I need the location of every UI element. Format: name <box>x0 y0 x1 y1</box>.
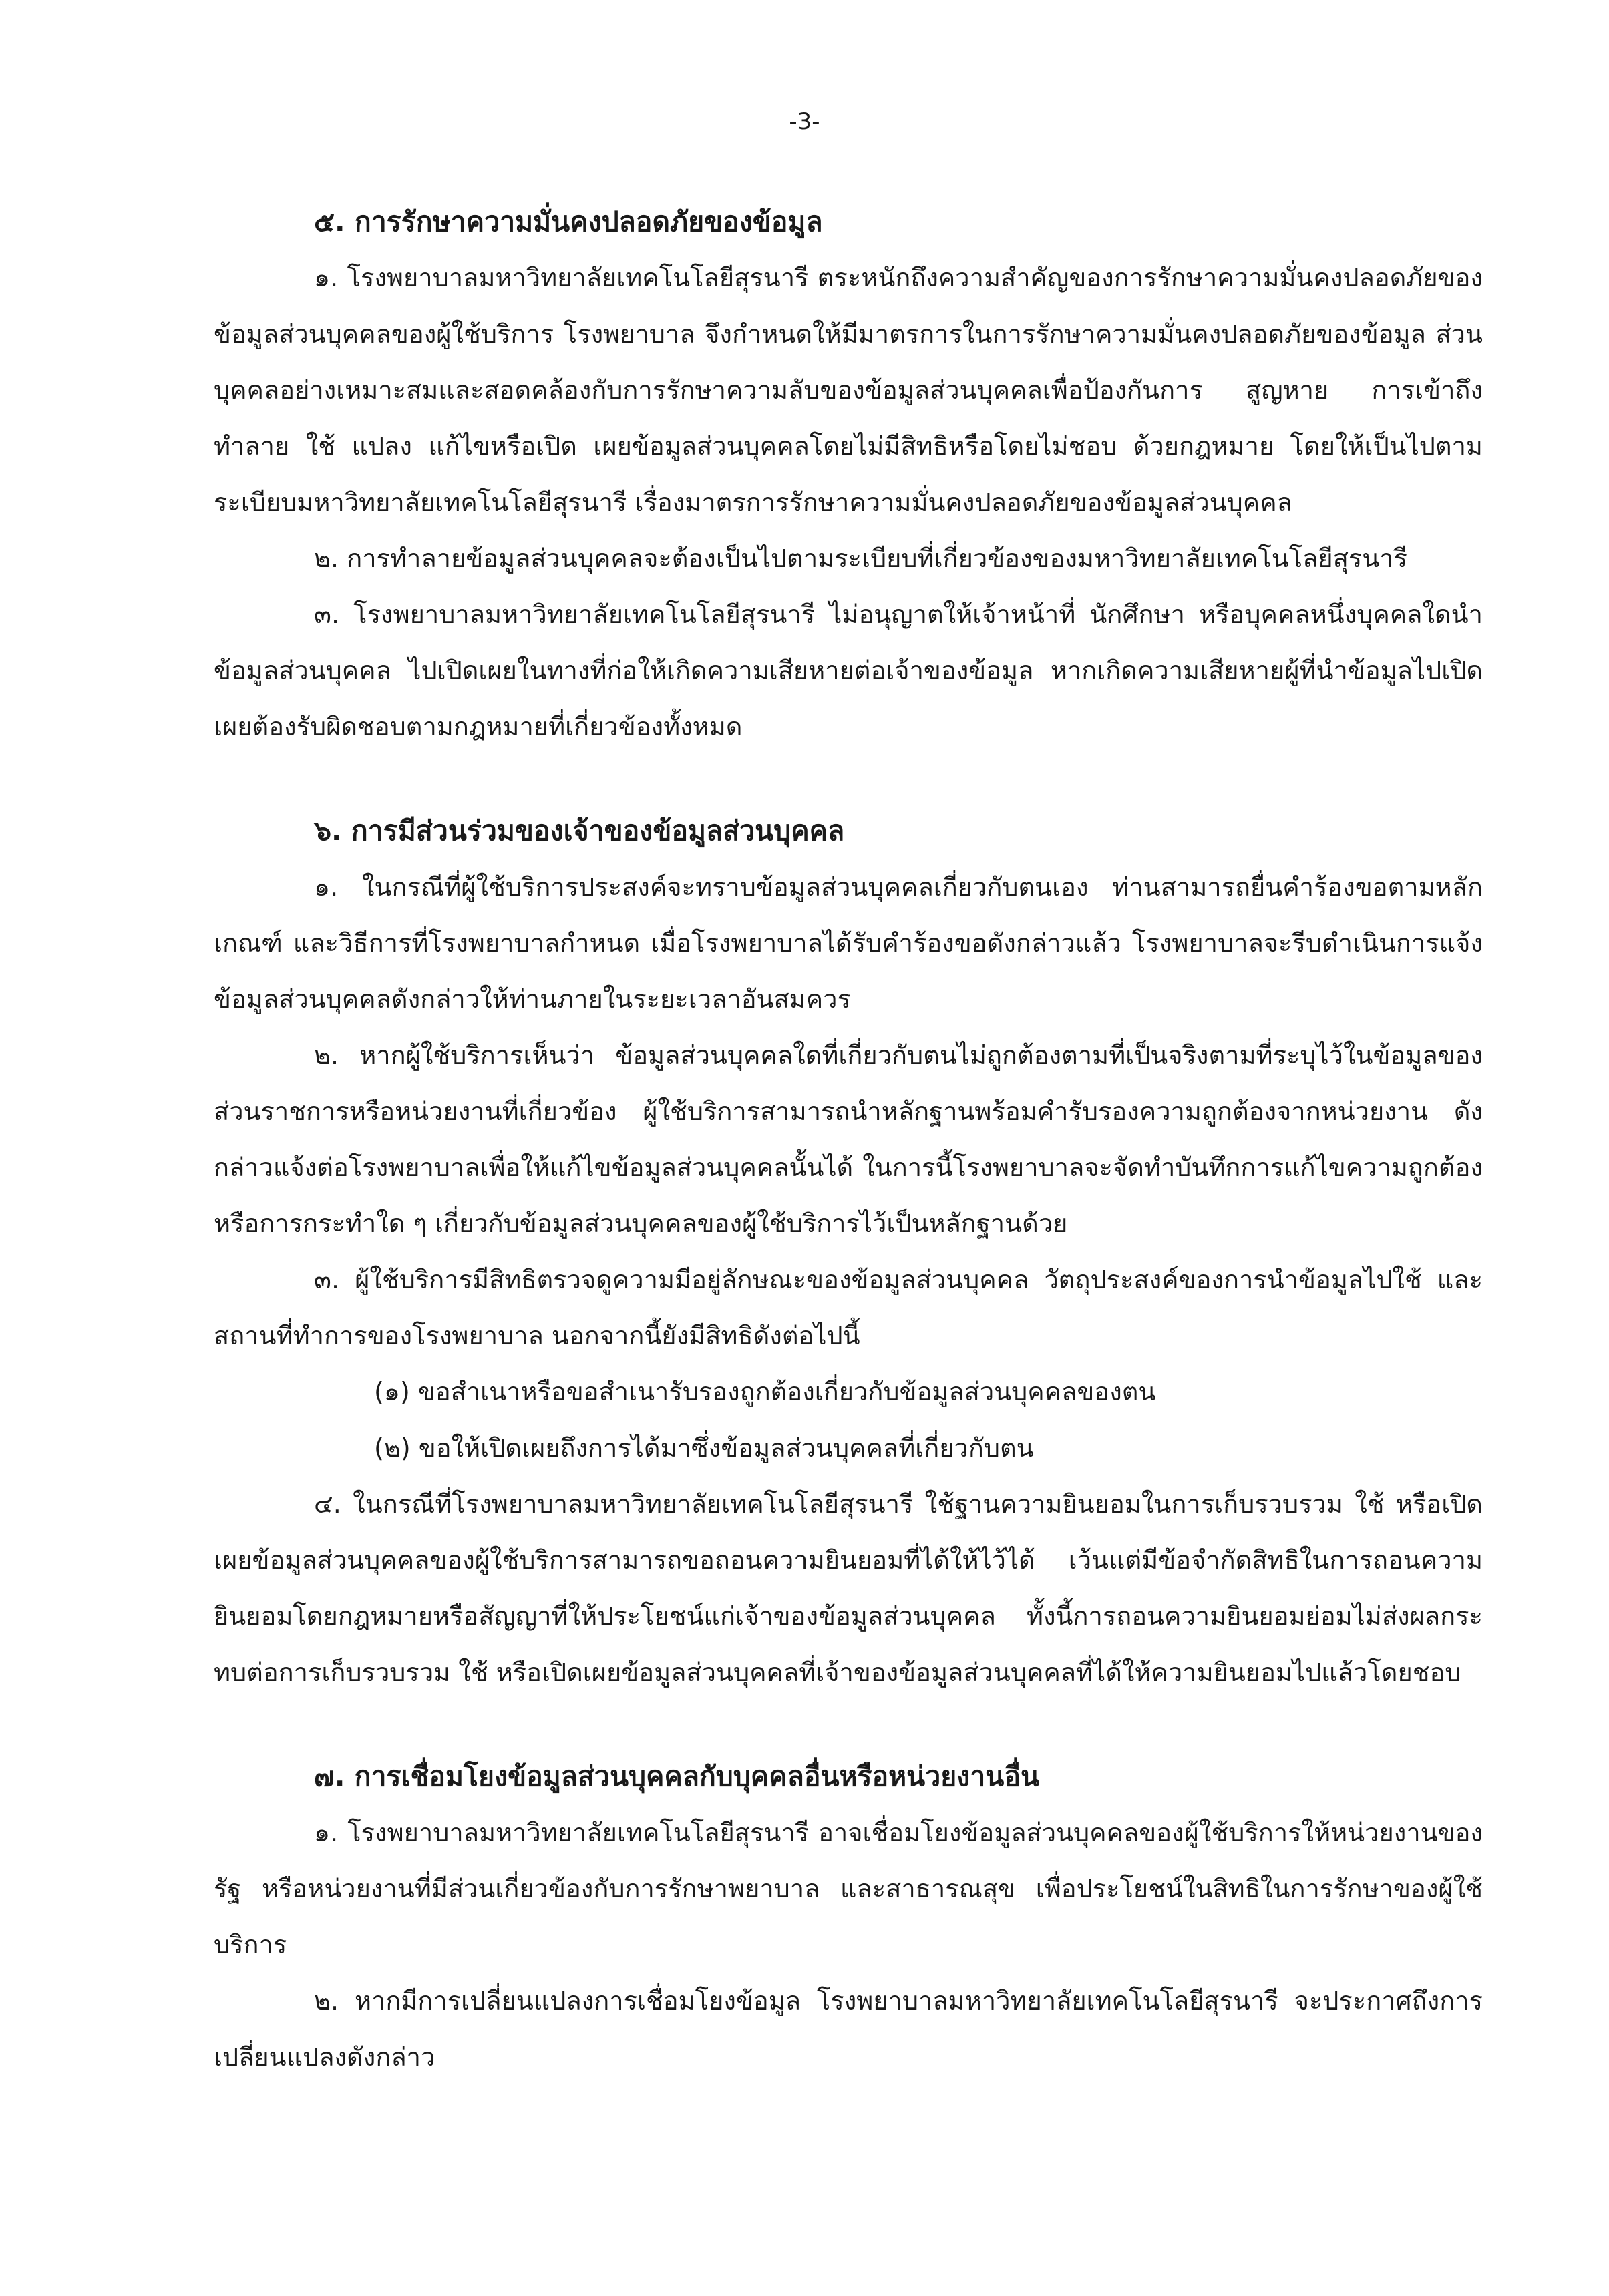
section-data-security <box>214 194 1483 755</box>
section-heading: ๖. การมีส่วนร่วมของเจ้าของข้อมูลส่วนบุคคล <box>314 815 845 847</box>
list-item: (๑) ขอสำเนาหรือขอสำเนารับรองถูกต้องเกี่ยวกับข้อมูลส่วนบุคคลของตน <box>374 1377 1156 1406</box>
section-data-linkage <box>214 1748 1483 2085</box>
section-paragraph: ๒. การทำลายข้อมูลส่วนบุคคลจะต้องเป็นไปตามระเบียบที่เกี่ยวข้องของมหาวิทยาลัยเทคโนโลยีสุรนารี <box>314 544 1408 573</box>
page-number: -3- <box>789 108 820 135</box>
section-paragraph: ๒. หากมีการเปลี่ยนแปลงการเชื่อมโยงข้อมูล โรงพยาบาลมหาวิทยาลัยเทคโนโลยีสุรนารี จะประกาศถึงการเปลี่ยนแปลงดังกล่าว <box>214 1986 1483 2072</box>
document-body <box>214 194 1483 2085</box>
section-paragraph: ๑. โรงพยาบาลมหาวิทยาลัยเทคโนโลยีสุรนารี อาจเชื่อมโยงข้อมูลส่วนบุคคลของผู้ใช้บริการให้หน่วยงานของรัฐ หรือหน่วยงานที่มีส่วนเกี่ยวข้องกับการรักษาพยาบาล และสาธารณสุข เพื่อประโยชน์ในสิทธิในการรักษาของผู้ใช้บริการ <box>214 1818 1483 1959</box>
section-heading: ๗. การเชื่อมโยงข้อมูลส่วนบุคคลกับบุคคลอื่นหรือหน่วยงานอื่น <box>314 1760 1039 1792</box>
section-heading: ๕. การรักษาความมั่นคงปลอดภัยของข้อมูล <box>314 206 823 238</box>
section-paragraph: ๑. ในกรณีที่ผู้ใช้บริการประสงค์จะทราบข้อมูลส่วนบุคคลเกี่ยวกับตนเอง ท่านสามารถยื่นคำร้องขอตามหลักเกณฑ์ และวิธีการที่โรงพยาบาลกำหนด เมื่อโรงพยาบาลได้รับคำร้องขอดังกล่าวแล้ว โรงพยาบาลจะรีบดำเนินการแจ้งข้อมูลส่วนบุคคลดังกล่าวให้ท่านภายในระยะเวลาอันสมควร <box>214 872 1483 1014</box>
section-paragraph: ๑. โรงพยาบาลมหาวิทยาลัยเทคโนโลยีสุรนารี ตระหนักถึงความสำคัญของการรักษาความมั่นคงปลอดภัยของข้อมูลส่วนบุคคลของผู้ใช้บริการ โรงพยาบาล จึงกำหนดให้มีมาตรการในการรักษาความมั่นคงปลอดภัยของข้อมูล ส่วนบุคคลอย่างเหมาะสมและสอดคล้องกับการรักษาความลับของข้อมูลส่วนบุคคลเพื่อป้องกันการ สูญหาย การเข้าถึง ทำลาย ใช้ แปลง แก้ไขหรือเปิด เผยข้อมูลส่วนบุคคลโดยไม่มีสิทธิหรือโดยไม่ชอบ ด้วยกฎหมาย โดยให้เป็นไปตามระเบียบมหาวิทยาลัยเทคโนโลยีสุรนารี เรื่องมาตรการรักษาความมั่นคงปลอดภัยของข้อมูลส่วนบุคคล <box>214 263 1483 517</box>
section-paragraph: ๓. ผู้ใช้บริการมีสิทธิตรวจดูความมีอยู่ลักษณะของข้อมูลส่วนบุคคล วัตถุประสงค์ของการนำข้อมูลไปใช้ และสถานที่ทำการของโรงพยาบาล นอกจากนี้ยังมีสิทธิดังต่อไปนี้ <box>214 1265 1483 1350</box>
section-paragraph: ๓. โรงพยาบาลมหาวิทยาลัยเทคโนโลยีสุรนารี ไม่อนุญาตให้เจ้าหน้าที่ นักศึกษา หรือบุคคลหนึ่งบุคคลใดนำข้อมูลส่วนบุคคล ไปเปิดเผยในทางที่ก่อให้เกิดความเสียหายต่อเจ้าของข้อมูล หากเกิดความเสียหายผู้ที่นำข้อมูลไปเปิดเผยต้องรับผิดชอบตามกฎหมายที่เกี่ยวข้องทั้งหมด <box>214 600 1483 741</box>
section-paragraph: ๒. หากผู้ใช้บริการเห็นว่า ข้อมูลส่วนบุคคลใดที่เกี่ยวกับตนไม่ถูกต้องตามที่เป็นจริงตามที่ระบุไว้ในข้อมูลของส่วนราชการหรือหน่วยงานที่เกี่ยวข้อง ผู้ใช้บริการสามารถนำหลักฐานพร้อมคำรับรองความถูกต้องจากหน่วยงาน ดังกล่าวแจ้งต่อโรงพยาบาลเพื่อให้แก้ไขข้อมูลส่วนบุคคลนั้นได้ ในการนี้โรงพยาบาลจะจัดทำบันทึกการแก้ไขความถูกต้อง หรือการกระทำใด ๆ เกี่ยวกับข้อมูลส่วนบุคคลของผู้ใช้บริการไว้เป็นหลักฐานด้วย <box>214 1040 1483 1238</box>
section-paragraph: ๔. ในกรณีที่โรงพยาบาลมหาวิทยาลัยเทคโนโลยีสุรนารี ใช้ฐานความยินยอมในการเก็บรวบรวม ใช้ หรือเปิดเผยข้อมูลส่วนบุคคลของผู้ใช้บริการสามารถขอถอนความยินยอมที่ได้ให้ไว้ได้ เว้นแต่มีข้อจำกัดสิทธิในการถอนความยินยอมโดยกฎหมายหรือสัญญาที่ให้ประโยชน์แก่เจ้าของข้อมูลส่วนบุคคล ทั้งนี้การถอนความยินยอมย่อมไม่ส่งผลกระทบต่อการเก็บรวบรวม ใช้ หรือเปิดเผยข้อมูลส่วนบุคคลที่เจ้าของข้อมูลส่วนบุคคลที่ได้ให้ความยินยอมไปแล้วโดยชอบ <box>214 1489 1483 1687</box>
section-data-owner-participation <box>214 803 1483 1700</box>
list-item: (๒) ขอให้เปิดเผยถึงการได้มาซึ่งข้อมูลส่วนบุคคลที่เกี่ยวกับตน <box>374 1433 1034 1463</box>
